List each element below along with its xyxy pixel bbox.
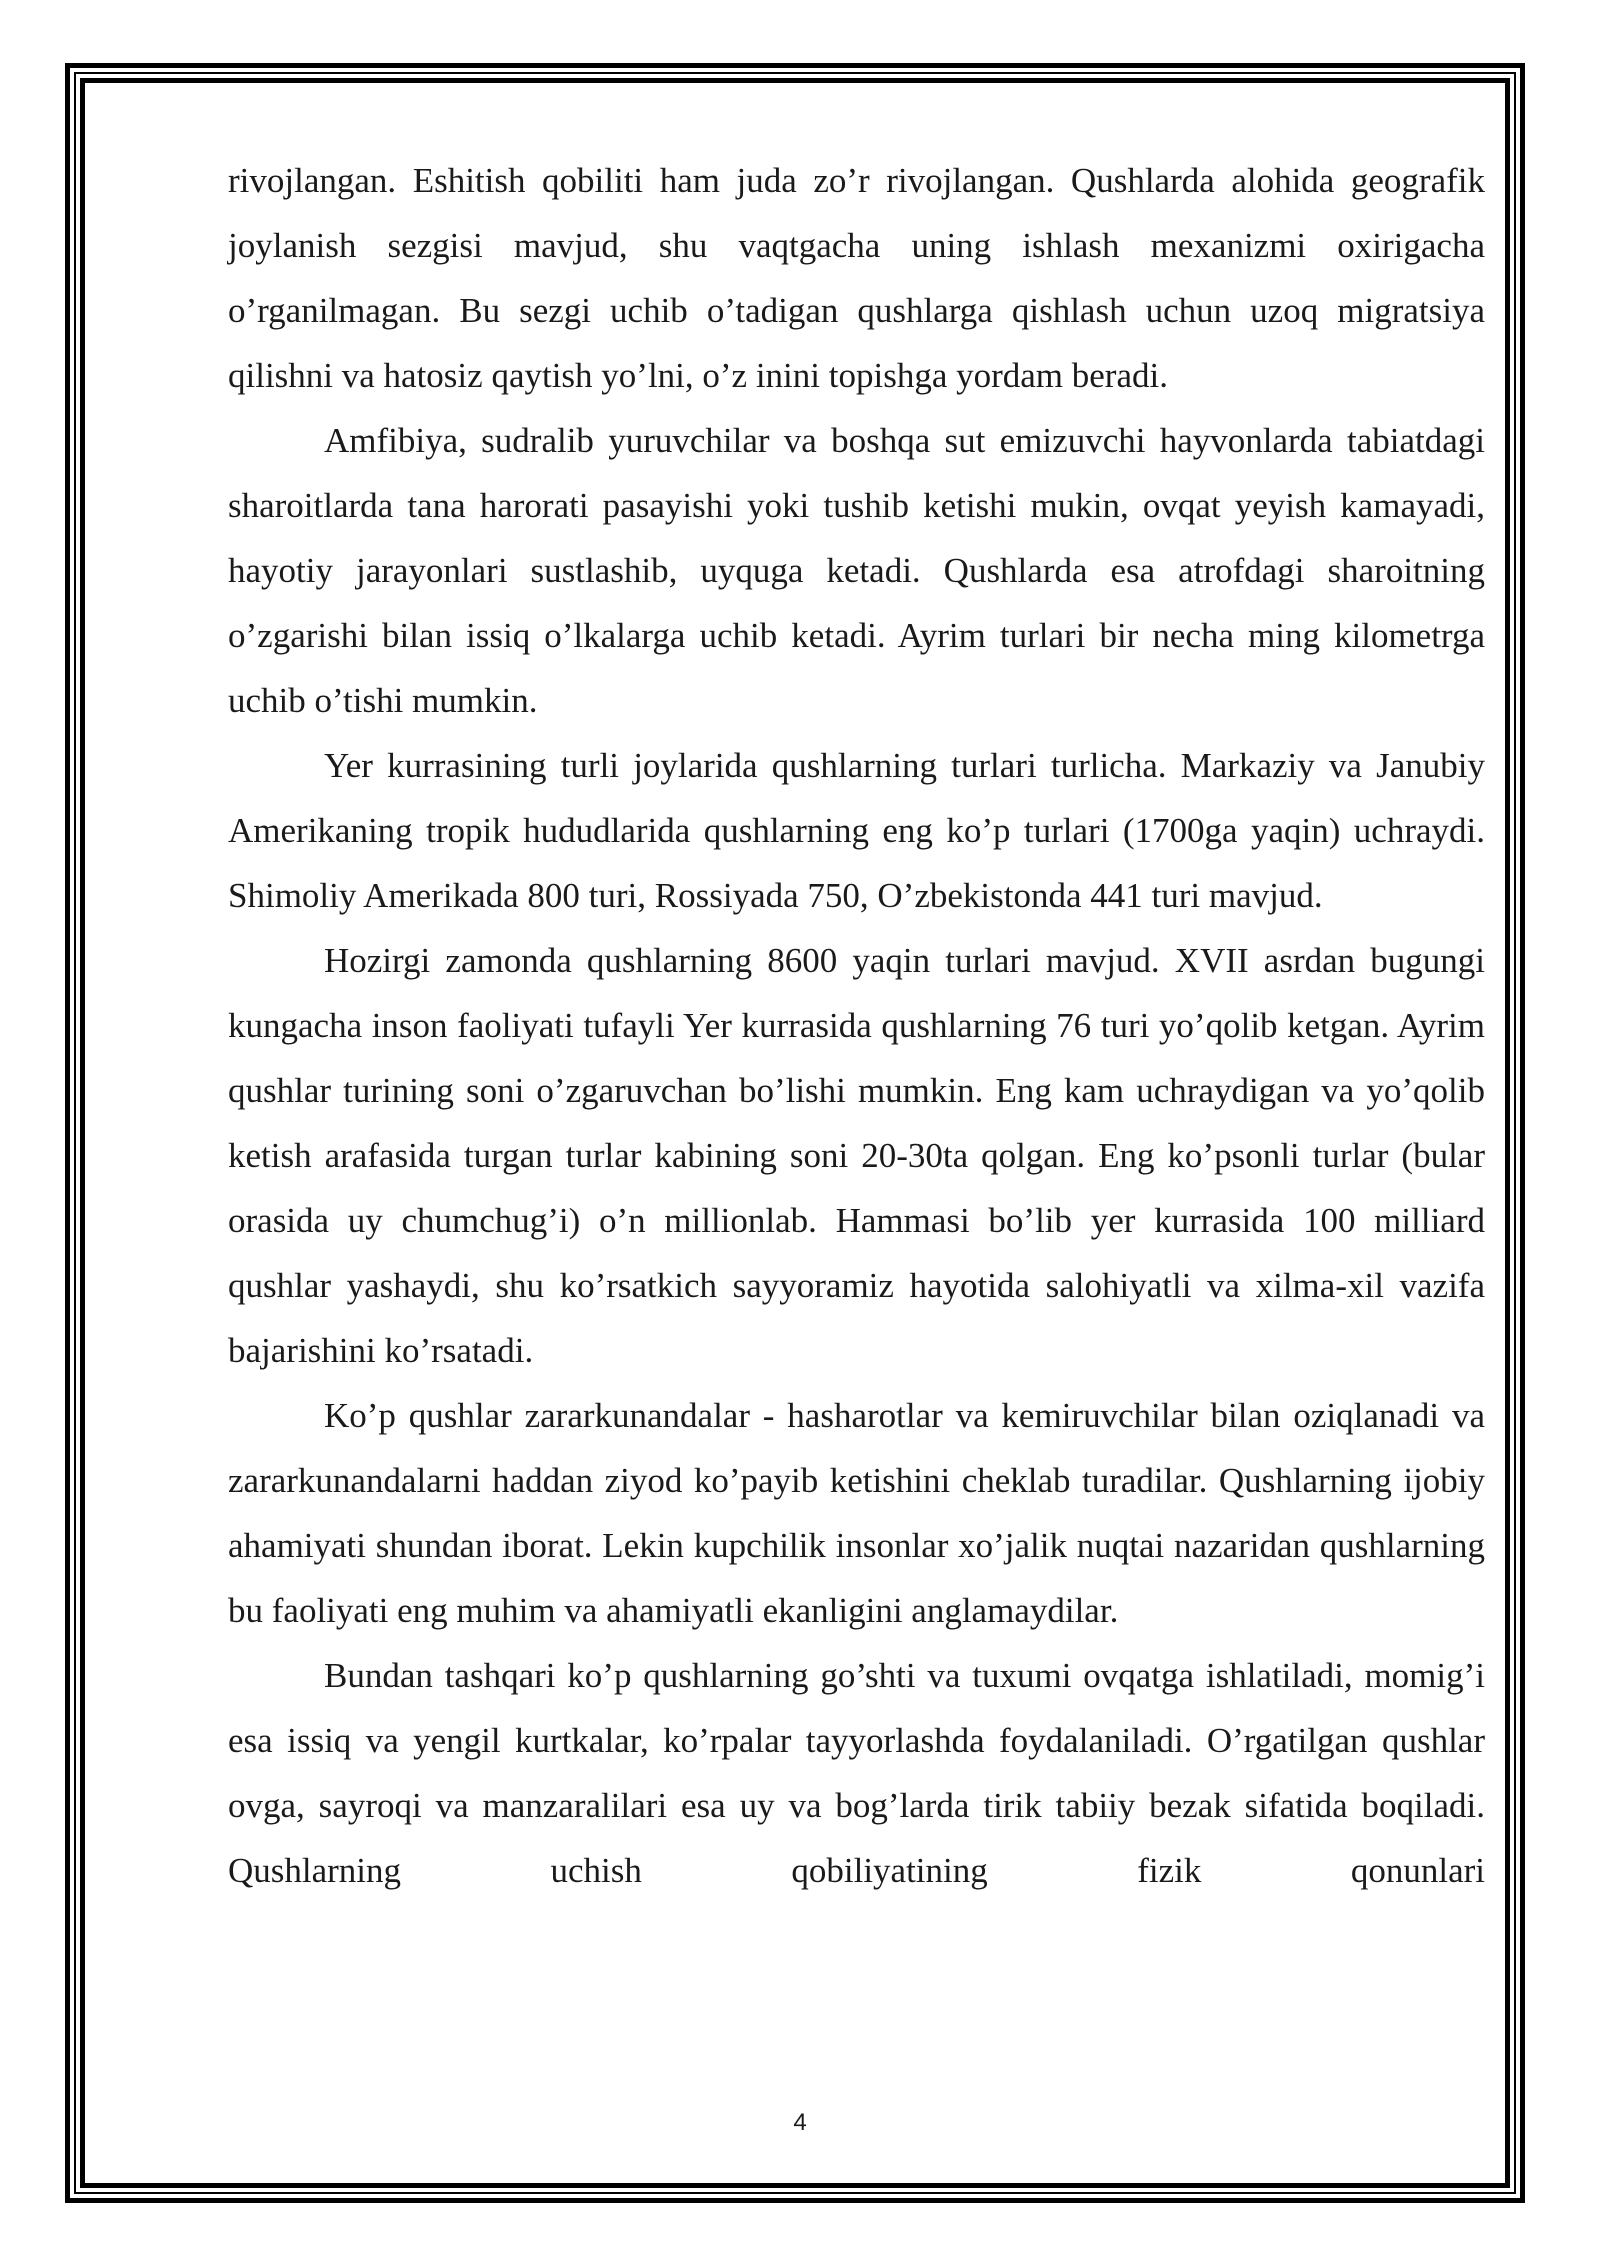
paragraph-2: Amfibiya, sudralib yuruvchilar va boshqa sut emizuvchi hayvonlarda tabiatdagi sharoitlarda tana harorati pasayishi yoki tushib ketishi mukin, ovqat yeyish kamayadi, hayotiy jarayonlari sustlashib, uyquga ketadi. Qushlarda esa atrofdagi sharoitning o’zgarishi bilan issiq o’lkalarga uchib ketadi. Ayrim turlari bir necha ming kilometrga uchib o’tishi mumkin. (228, 421, 1485, 720)
paragraph-4: Hozirgi zamonda qushlarning 8600 yaqin turlari mavjud. XVII asrdan bugungi kungacha inson faoliyati tufayli Yer kurrasida qushlarning 76 turi yo’qolib ketgan. Ayrim qushlar turining soni o’zgaruvchan bo’lishi mumkin. Eng kam uchraydigan va yo’qolib ketish arafasida turgan turlar kabining soni 20-30ta qolgan. Eng ko’psonli turlar (bular orasida uy chumchug’i) o’n millionlab. Hammasi bo’lib yer kurrasida 100 milliard qushlar yashaydi, shu ko’rsatkich sayyoramiz hayotida salohiyatli va xilma-xil vazifa bajarishini ko’rsatadi. (228, 941, 1485, 1370)
paragraph-1: rivojlangan. Eshitish qobiliti ham juda zo’r rivojlangan. Qushlarda alohida geografik joylanish sezgisi mavjud, shu vaqtgacha uning ishlash mexanizmi oxirigacha o’rganilmagan. Bu sezgi uchib o’tadigan qushlarga qishlash uchun uzoq migratsiya qilishni va hatosiz qaytish yo’lni, o’z inini topishga yordam beradi. (228, 161, 1485, 395)
body-text (228, 148, 1485, 1903)
page-number: 4 (793, 2109, 807, 2136)
paragraph-3: Yer kurrasining turli joylarida qushlarning turlari turlicha. Markaziy va Janubiy Amerikaning tropik hududlarida qushlarning eng ko’p turlari (1700ga yaqin) uchraydi. Shimoliy Amerikada 800 turi, Rossiyada 750, O’zbekistonda 441 turi mavjud. (228, 746, 1485, 915)
paragraph-5: Ko’p qushlar zararkunandalar - hasharotlar va kemiruvchilar bilan oziqlanadi va zararkunandalarni haddan ziyod ko’payib ketishini cheklab turadilar. Qushlarning ijobiy ahamiyati shundan iborat. Lekin kupchilik insonlar xo’jalik nuqtai nazaridan qushlarning bu faoliyati eng muhim va ahamiyatli ekanligini anglamaydilar. (228, 1396, 1485, 1630)
paragraph-6: Bundan tashqari ko’p qushlarning go’shti va tuxumi ovqatga ishlatiladi, momig’i esa issiq va yengil kurtkalar, ko’rpalar tayyorlashda foydalaniladi. O’rgatilgan qushlar ovga, sayroqi va manzaralilari esa uy va bog’larda tirik tabiiy bezak sifatida boqiladi. Qushlarning uchish qobiliyatining fizik qonunlari (228, 1656, 1485, 1890)
